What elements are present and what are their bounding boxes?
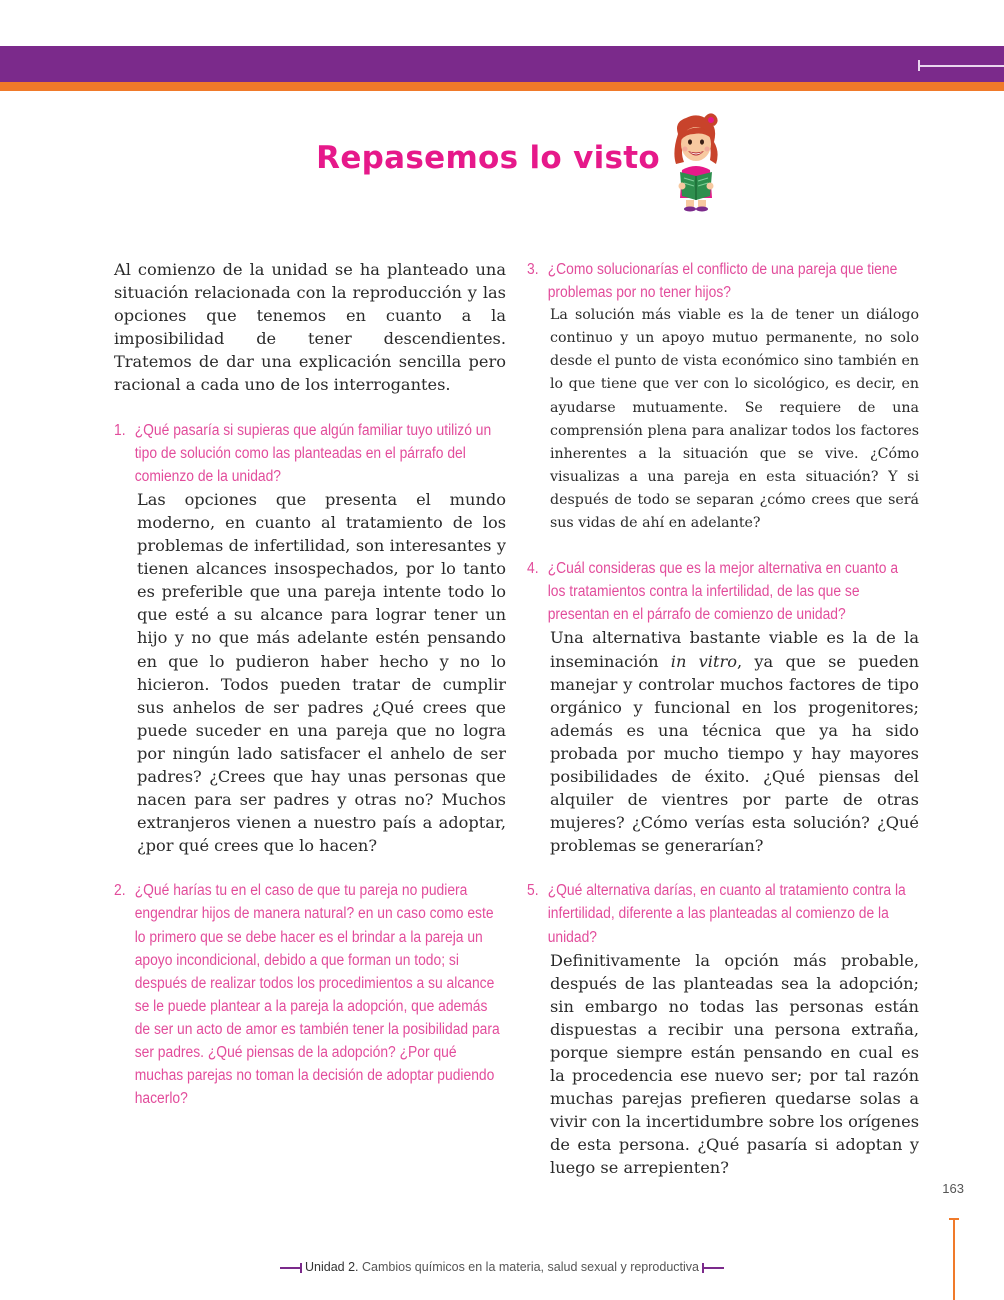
- question-2: [114, 879, 506, 1110]
- question-3-text: ¿Como solucionarías el conflicto de una pareja que tiene problemas por no tener hijos?: [547, 261, 898, 302]
- header-band-purple: [0, 46, 1004, 82]
- question-4-answer-end: , ya que se pueden manejar y controlar muchos factores de tipo orgánico y funcional en los progenitores; además es una técnica que ya ha sido probada por mucho tiempo y hay mayores posibilidades de éxito. ¿Qué piensas del alquiler de vientres por parte de otras mujeres? ¿Cómo verías esta solución? ¿Qué problemas se generarían?: [550, 651, 919, 856]
- question-2-number: 2.: [114, 882, 126, 900]
- footer-unit-title: Cambios químicos en la materia, salud sexual y reproductiva: [362, 1260, 699, 1274]
- question-1-number: 1.: [114, 421, 126, 439]
- side-rule: [953, 1218, 955, 1300]
- question-2-heading: [114, 879, 506, 1110]
- footer-left-rule: [280, 1267, 302, 1269]
- intro-paragraph: Al comienzo de la unidad se ha planteado una situación relacionada con la reproducción y las opciones que tenemos en cuanto a la imposibilidad de tener descendientes. Tratemos de dar una explicación sencilla pero racional a cada uno de los interrogantes.: [114, 260, 506, 395]
- footer-right-rule: [702, 1267, 724, 1269]
- question-4-number: 4.: [527, 560, 539, 578]
- question-1-text: ¿Qué pasaría si supieras que algún familiar tuyo utilizó un tipo de solución como las planteadas en el párrafo del comienzo de la unidad?: [134, 421, 492, 485]
- girl-reading-book-icon: [664, 112, 726, 212]
- question-3: [527, 258, 919, 535]
- question-5-number: 5.: [527, 882, 539, 900]
- question-3-number: 3.: [527, 261, 539, 278]
- question-4-answer-italic: in vitro: [670, 651, 737, 671]
- question-3-heading: [527, 258, 919, 304]
- question-4-heading: [527, 557, 919, 626]
- header-band-orange: [0, 82, 1004, 91]
- footer-unit-label: Unidad 2.: [305, 1260, 359, 1274]
- question-4-text: ¿Cuál consideras que es la mejor alternativa en cuanto a los tratamientos contra la infertilidad, de las que se presentan en el párrafo de comienzo de unidad?: [547, 560, 899, 624]
- question-1-heading: [114, 419, 506, 488]
- page-title: Repasemos lo visto: [316, 140, 660, 176]
- page-number: 163: [942, 1181, 964, 1196]
- question-5-heading: [527, 879, 919, 948]
- question-5: [527, 879, 919, 1179]
- question-2-text: ¿Qué harías tu en el caso de que tu pareja no pudiera engendrar hijos de manera natural? en un caso como este lo primero que se debe hacer es el brindar a la pareja un apoyo incondicional, debido a que forman un todo; si después de realizar todos los procedimientos a su alcance se le puede plantear a la pareja la adopción, que además de ser un acto de amor es también tener la posibilidad para ser padres. ¿Qué piensas de la adopción? ¿Por qué muchas parejas no toman la decisión de adoptar pudiendo hacerlo?: [134, 882, 500, 1108]
- question-1-answer: Las opciones que presenta el mundo moderno, en cuanto al tratamiento de los problemas de infertilidad, son interesantes y tienen alcances insospechados, por lo tanto es preferible que una pareja intente todo lo que esté a su alcance para lograr tener un hijo y no que más adelante estén pensando en que lo pudieron haber hecho y no lo hicieron. Todos pueden tratar de cumplir sus anhelos de ser padres ¿Qué crees que puede suceder en una pareja que no logra por ningún lado satisfacer el anhelo de ser padres? ¿Crees que hay unas personas que nacen para ser padres y otras no? Muchos extranjeros vienen a nuestro país a adoptar, ¿por qué crees que lo hacen?: [137, 489, 506, 856]
- question-1: [114, 419, 506, 858]
- question-5-text: ¿Qué alternativa darías, en cuanto al tratamiento contra la infertilidad, diferente a las planteadas al comienzo de la unidad?: [547, 882, 906, 946]
- question-3-answer: La solución más viable es la de tener un diálogo continuo y un apoyo mutuo permanente, no solo desde el punto de vista económico sino también en lo que tiene que ver con lo sicológico, es decir, en ayudarse mutuamente. Se requiere de una comprensión plena para analizar todos los factores inherentes a la situación que se vive. ¿Cómo visualizas a una pareja en esta situación? Y si después de todo se separan ¿cómo crees que será sus vidas de ahí en adelante?: [550, 307, 919, 532]
- question-4-answer-start: Una alternativa bastante viable es la de la inseminación: [550, 628, 919, 671]
- question-4: [527, 557, 919, 857]
- left-column: [114, 258, 506, 1110]
- right-column: [527, 258, 919, 1180]
- page-footer: [0, 1260, 1004, 1274]
- question-4-answer: [527, 626, 919, 857]
- question-5-answer: Definitivamente la opción más probable, después de las planteadas sea la adopción; sin embargo no todas las personas están dispuestas a recibir una persona extraña, porque siempre están pensando en cual es la procedencia ese nuevo ser; por tal razón muchas parejas prefieren quedarse solas a vivir con la incertidumbre sobre los orígenes de esta persona. ¿Qué pasaría si adoptan y luego se arrepienten?: [550, 950, 919, 1178]
- header-rule: [918, 65, 1004, 67]
